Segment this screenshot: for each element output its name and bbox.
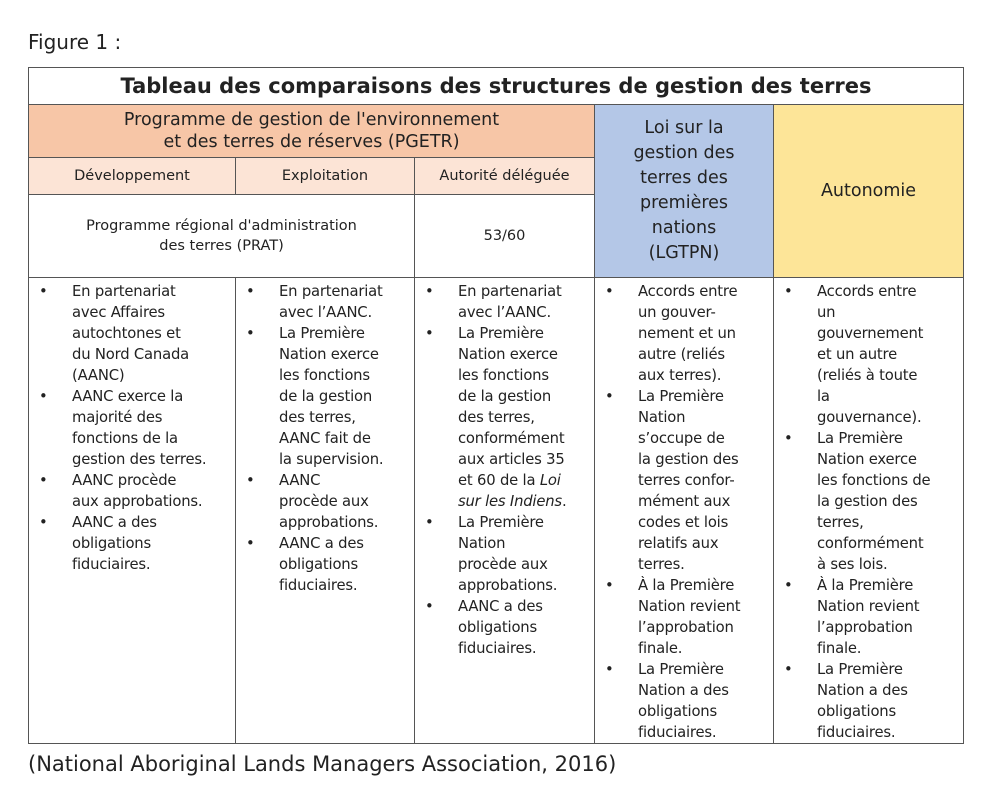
bullet-line: finale.: [638, 640, 683, 657]
bullet-line: et un autre: [817, 346, 897, 363]
lgtpn-line: nations: [651, 218, 717, 238]
bullet-line: Nation revient: [817, 598, 920, 615]
bullet-line: mément aux: [638, 493, 731, 510]
bullet-line: • La Première: [638, 388, 724, 405]
bullet-item: [774, 575, 963, 659]
bullet-item: [415, 323, 594, 512]
bullet-line: aux approbations.: [72, 493, 203, 510]
pgetr-header: [29, 105, 595, 158]
bullet-item: [236, 470, 414, 533]
bullet-line: fiduciaires.: [638, 724, 717, 741]
bullet-line: • À la Première: [817, 577, 914, 594]
bullet-line: nement et un: [638, 325, 736, 342]
bullet-line: • La Première: [458, 514, 544, 531]
bullet-line: terres.: [638, 556, 685, 573]
table-title: Tableau des comparaisons des structures de gestion des terres: [29, 68, 964, 105]
lgtpn-line: Loi sur la: [644, 118, 724, 138]
pgetr-line: Programme de gestion de l'environnement: [123, 110, 500, 130]
bullet-line: obligations: [279, 556, 358, 573]
bullet-line: fiduciaires.: [817, 724, 896, 741]
bullet-line: aux terres).: [638, 367, 722, 384]
bullet-line: • Accords entre: [638, 283, 738, 300]
bullet-item: [595, 659, 773, 743]
bullet-line: • En partenariat: [458, 283, 562, 300]
bullet-item: [595, 575, 773, 659]
bullet-line: Nation exerce: [458, 346, 558, 363]
bullet-line: fiduciaires.: [72, 556, 151, 573]
bullet-item: [595, 281, 773, 386]
developpement-column: [29, 278, 236, 744]
bullet-line: terres,: [817, 514, 864, 531]
bullet-line: l’approbation: [817, 619, 913, 636]
bullet-line: • La Première: [817, 430, 903, 447]
bullet-line: majorité des: [72, 409, 163, 426]
bullet-line: procède aux: [458, 556, 548, 573]
bullet-line: les fonctions de: [817, 472, 931, 489]
subheader-exploitation: Exploitation: [236, 158, 415, 195]
autonomie-column: [774, 278, 964, 744]
bullet-line: • AANC procède: [72, 472, 177, 489]
bullet-line: • AANC exerce la: [72, 388, 184, 405]
bullet-line: la gestion des: [638, 451, 739, 468]
bullet-line: de la gestion: [279, 388, 373, 405]
bullet-line: Nation a des: [638, 682, 729, 699]
bullet-line: gestion des terres.: [72, 451, 207, 468]
bullet-line: AANC fait de: [279, 430, 371, 447]
bullet-line: Nation exerce: [817, 451, 917, 468]
bullet-line: Nation: [638, 409, 686, 426]
bullet-line: • La Première: [817, 661, 903, 678]
bullet-line: l’approbation: [638, 619, 734, 636]
source-citation: (National Aboriginal Lands Managers Association, 2016): [28, 752, 617, 776]
subheader-autorite-deleguee: Autorité déléguée: [415, 158, 595, 195]
lgtpn-header: [595, 105, 774, 278]
bullet-item: [415, 512, 594, 596]
bullet-line: avec Affaires: [72, 304, 165, 321]
autonomie-header: Autonomie: [774, 105, 964, 278]
bullet-line: approbations.: [458, 577, 558, 594]
bullet-line: gouvernance).: [817, 409, 922, 426]
bullet-line: • La Première: [458, 325, 544, 342]
bullet-line: des terres,: [279, 409, 356, 426]
bullet-line: avec l’AANC.: [279, 304, 372, 321]
bullet-line: des terres,: [458, 409, 535, 426]
bullet-line: • AANC: [279, 472, 321, 489]
lgtpn-line: (LGTPN): [648, 243, 720, 263]
bullet-line: les fonctions: [279, 367, 370, 384]
bullet-line: gouvernement: [817, 325, 924, 342]
bullet-line: avec l’AANC.: [458, 304, 551, 321]
bullet-line: obligations: [458, 619, 537, 636]
bullet-line: obligations: [638, 703, 717, 720]
lgtpn-column: [595, 278, 774, 744]
autorite-deleguee-column: [415, 278, 595, 744]
bullet-line: fonctions de la: [72, 430, 178, 447]
bullet-line: obligations: [72, 535, 151, 552]
figure-label: Figure 1 :: [28, 30, 122, 54]
bullet-line: finale.: [817, 640, 862, 657]
bullet-line: la: [817, 388, 830, 405]
bullet-line: et 60 de la Loi: [458, 472, 561, 489]
bullet-item: [415, 596, 594, 659]
lgtpn-line: terres des: [640, 168, 728, 188]
bullet-line: obligations: [817, 703, 896, 720]
bullet-line: conformément: [817, 535, 924, 552]
bullet-item: [29, 386, 235, 470]
bullet-line: s’occupe de: [638, 430, 725, 447]
exploitation-column: [236, 278, 415, 744]
prat-cell: [29, 195, 415, 278]
subheader-developpement: Développement: [29, 158, 236, 195]
bullet-line: la supervision.: [279, 451, 384, 468]
bullet-item: [774, 281, 963, 428]
comparison-table: [28, 67, 964, 744]
bullet-line: (AANC): [72, 367, 125, 384]
bullet-line: terres confor-: [638, 472, 735, 489]
bullet-line: Nation: [458, 535, 506, 552]
bullet-line: • À la Première: [638, 577, 735, 594]
prat-line: des terres (PRAT): [159, 238, 284, 254]
bullet-line: sur les Indiens.: [458, 493, 567, 510]
bullet-line: • En partenariat: [279, 283, 383, 300]
bullet-line: codes et lois: [638, 514, 729, 531]
bullet-line: de la gestion: [458, 388, 552, 405]
bullet-item: [774, 428, 963, 575]
bullet-item: [29, 512, 235, 575]
bullet-line: • AANC a des: [72, 514, 157, 531]
bullet-line: • AANC a des: [279, 535, 364, 552]
law-name-italic: Loi: [539, 472, 561, 489]
bullet-line: les fonctions: [458, 367, 549, 384]
lgtpn-line: premières: [639, 193, 729, 213]
bullet-item: [415, 281, 594, 323]
pgetr-line: et des terres de réserves (PGETR): [163, 132, 460, 152]
prat-line: Programme régional d'administration: [86, 218, 357, 234]
bullet-line: Nation exerce: [279, 346, 379, 363]
bullet-line: • AANC a des: [458, 598, 543, 615]
bullet-line: Nation a des: [817, 682, 908, 699]
bullet-line: approbations.: [279, 514, 379, 531]
bullet-line: procède aux: [279, 493, 369, 510]
bullet-line: • Accords entre: [817, 283, 917, 300]
bullet-line: du Nord Canada: [72, 346, 190, 363]
bullet-line: fiduciaires.: [458, 640, 537, 657]
bullet-item: [29, 281, 235, 386]
bullet-line: fiduciaires.: [279, 577, 358, 594]
bullet-line: autre (reliés: [638, 346, 725, 363]
bullet-line: relatifs aux: [638, 535, 719, 552]
bullet-item: [595, 386, 773, 575]
law-name-italic: sur les Indiens: [458, 493, 562, 510]
bullet-line: un gouver-: [638, 304, 716, 321]
bullet-line: conformément: [458, 430, 565, 447]
bullet-item: [29, 470, 235, 512]
bullet-line: (reliés à toute: [817, 367, 918, 384]
bullet-item: [236, 281, 414, 323]
lgtpn-line: gestion des: [633, 143, 735, 163]
bullet-line: Nation revient: [638, 598, 741, 615]
bullet-line: • En partenariat: [72, 283, 176, 300]
delegated-ref-cell: 53/60: [415, 195, 595, 278]
bullet-item: [774, 659, 963, 743]
bullet-row: [29, 278, 964, 744]
bullet-line: la gestion des: [817, 493, 918, 510]
bullet-line: un: [817, 304, 836, 321]
bullet-line: • La Première: [638, 661, 724, 678]
bullet-line: à ses lois.: [817, 556, 888, 573]
bullet-line: aux articles 35: [458, 451, 565, 468]
bullet-item: [236, 533, 414, 596]
bullet-line: autochtones et: [72, 325, 181, 342]
bullet-line: • La Première: [279, 325, 365, 342]
bullet-item: [236, 323, 414, 470]
